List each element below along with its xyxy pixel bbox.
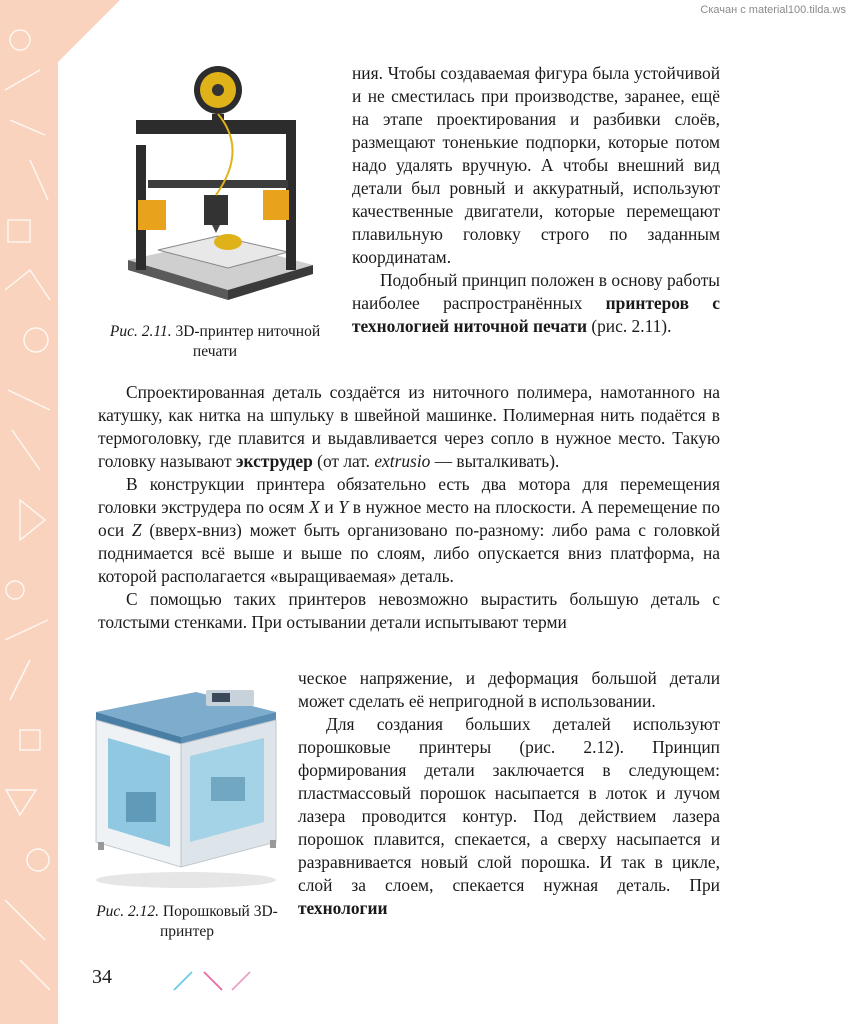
figure-caption-2-11 (100, 322, 330, 362)
paragraph: Подобный принцип положен в основу работы наиболее распространённых принтеров с технологией ниточной печати (рис. 2.11). (352, 270, 720, 336)
margin-pattern-icon (0, 0, 58, 1024)
paragraph: С помощью таких принтеров невозможно вырастить большую деталь с толстыми стенками. При остывании детали испытывают терми (98, 589, 720, 632)
figure-powder-printer (86, 682, 286, 892)
figure-caption-2-12 (92, 902, 282, 942)
page-number: 34 (92, 966, 112, 988)
text-column-middle (98, 381, 720, 634)
term-fdm: принтеров с технологией ниточной печати (352, 293, 720, 336)
paragraph: Спроектированная деталь создаётся из ниточного полимера, намотанного на катушку, как нитка на шпульку в швейной машинке. Полимерная нить подаётся в термоголовку, где плавится и выдавливается через сопло в нужное место. Такую головку называют экструдер (от лат. extrusio — выталкивать). (98, 382, 720, 471)
paragraph: ческое напряжение, и деформация большой детали может сделать её непригодной в использовании. (298, 668, 720, 711)
powder-printer-image (86, 682, 286, 892)
term-technology: технологии (298, 898, 388, 918)
figure-filament-printer (108, 60, 328, 310)
decorative-corner (58, 0, 120, 62)
filament-printer-image (108, 60, 328, 310)
caption-label: Рис. 2.11. (109, 323, 172, 340)
decorative-margin-strip (0, 0, 58, 1024)
caption-text: Порошковый 3D-принтер (159, 903, 278, 940)
term-extruder: экструдер (236, 451, 313, 471)
text-column-bottom (298, 667, 720, 920)
paragraph: ния. Чтобы создаваемая фигура была устойчивой и не сместилась при производстве, заранее, ещё на этапе проектирования и разбивки слоёв, размещают тоненькие подпорки, которые потом надо удалять вручную. А чтобы внешний вид детали был ровный и аккуратный, используют качественные двигатели, которые перемещают плавильную головку строго по заданным координатам. (352, 63, 720, 267)
latin-term: extrusio (374, 451, 431, 471)
paragraph: Для создания больших деталей используют порошковые принтеры (рис. 2.12). Принцип формирования детали заключается в следующем: пластмассовый порошок насыпается в лоток и лучом лазера проводится контур. Под действием лазера порошок плавится, спекается, а сверху насыпается и разравнивается новый слой порошка. И так в цикле, слой за слоем, спекается нужная деталь. При технологии (298, 714, 720, 918)
caption-label: Рис. 2.12. (96, 903, 160, 920)
paragraph: В конструкции принтера обязательно есть два мотора для перемещения головки экструдера по осям X и Y в нужное место на плоскости. А перемещение по оси Z (вверх-вниз) может быть организовано по-разному: либо рама с головкой поднимается всё выше и выше по слоям, либо опускается вниз платформа, на которой располагается «выращиваемая» деталь. (98, 474, 720, 586)
watermark: Скачан с material100.tilda.ws (700, 4, 846, 16)
decorative-lines-icon (170, 968, 260, 992)
text-column-top (352, 62, 720, 338)
caption-text: 3D-принтер ниточной печати (171, 323, 321, 360)
